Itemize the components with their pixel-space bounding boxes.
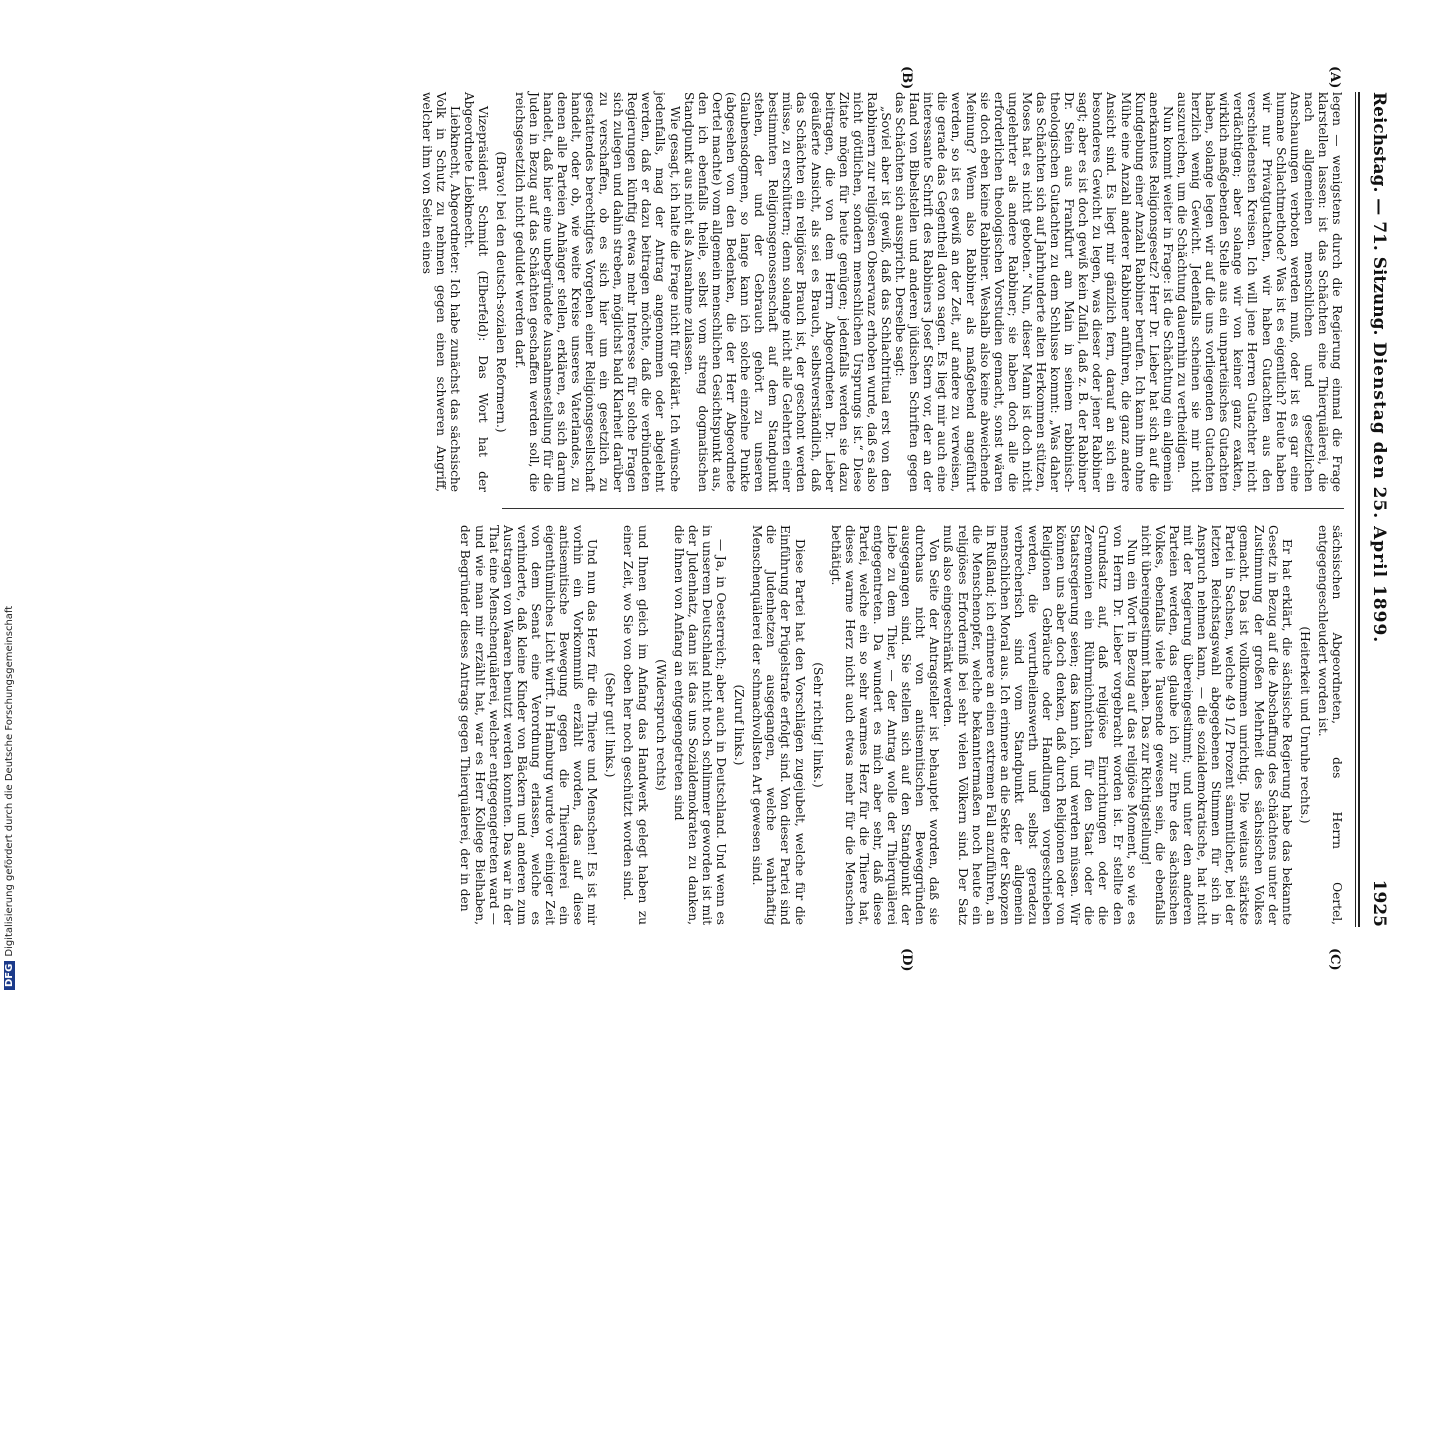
left-column (420, 92, 1344, 492)
running-header (1363, 92, 1389, 927)
interjection: (Bravo! bei den deutsch-sozialen Reformern.) (494, 151, 509, 433)
speaker-paragraph: Liebknecht, Abgeordneter: Ich habe zunächst das sächsische Volk in Schutz zu nehmen gegen einen schweren Angriff, welcher ihm von Seiten eines (420, 92, 463, 492)
dfg-logo: DFG (4, 961, 15, 990)
margin-marker-a: (A) (1327, 66, 1342, 89)
header-rule (1358, 92, 1360, 927)
margin-marker-d: (D) (899, 948, 914, 972)
interjection: (Heiterkeit und Unruhe rechts.) (1297, 626, 1312, 824)
paragraph: sächsischen Abgeordneten, des Herrn Oertel, entgegengeschleudert worden ist. (1315, 525, 1344, 925)
page-number: 1925 (1369, 879, 1389, 927)
right-column (458, 525, 1344, 925)
paragraph: Und nun das Herz für die Thiere und Menschen! Es ist mir vorhin ein Vorkommniß erzählt worden, das auf diese antisemitische Bewegung gegen die Thierquälerei ein eigenthümliches Licht wirft. In Hamburg wurde vor einiger Zeit von dem Senat eine Verordnung erlassen, welche es verhinderte, daß kleine Kinder von Bäckern und anderen zum Austragen von Waaren benutzt werden konnten. Das war in der That eine Menschenquälerei, welcher entgegengetreten ward — und wie man mir erzählt hat, war es Herr Kollege Bielhaben, der Begründer dieses Antrags gegen Thierquälerei, der in den (458, 525, 600, 925)
paragraph: legen — wenigstens durch die Regierung einmal die Frage klarstellen lassen: ist das Schächten eine Thierquälerei, die nach allgemeinen menschlichen und gesetzlichen Anschauungen verboten werden muß, oder ist es gar eine humane Schlachtmethode? Was ist es eigentlich? Heute haben wir nur Privatgutachten, wir haben Gutachten aus den verschiedensten Kreisen. Ich will jene Herren Gutachter nicht verdächtigen; aber solange wir von keiner ganz exakten, wirklich maßgebenden Stelle aus ein unparteiisches Gutachten haben, solange legen wir auf die uns vorliegenden Gutachten herzlich wenig Gewicht. Jedenfalls scheinen sie mir nicht auszureichen, um die Schächtung dauernhin zu vertheidigen. (1174, 92, 1344, 492)
paragraph: Nun kommt weiter in Frage: ist die Schächtung ein allgemein anerkanntes Religionsgesetz? Herr Dr. Lieber hat sich auf die Kundgebung einer Anzahl Rabbiner berufen. Ich kann ihm ohne Mühe eine Anzahl anderer Rabbiner anführen, die ganz andere Ansicht sind. Es liegt mir gänzlich fern, darauf an sich ein besonderes Gewicht zu legen, was dieser oder jener Rabbiner sagt; aber es ist doch gewiß kein Zufall, daß z. B. der Rabbiner Dr. Stein aus Frankfurt am Main in seinem rabbinisch-theologischen Gutachten zu dem Schlusse kommt: „Was daher das Schächten sich auf Jahrhunderte alten Herkommen stützen, Moses hat es nicht geboten.“ Nun, dieser Mann ist doch nicht ungelehrter als andere Rabbiner; sie haben doch alle die erforderlichen theologischen Vorstudien gemacht, sonst wären sie doch eben keine Rabbiner. Weshalb also keine abweichende Meinung? Wenn also Rabbiner als maßgebend angeführt werden, so ist es gewiß an der Zeit, auf andere zu verweisen, die gerade das Gegentheil davon sagen. Es liegt mir auch eine interessante Schrift des Rabbiners Josef Stern vor, der an der Hand von Bibelstellen und anderen jüdischen Schriften gegen das Schächten sich ausspricht. Derselbe sagt: (893, 92, 1175, 492)
margin-marker-b: (B) (899, 66, 914, 90)
paragraph: — Ja, in Oesterreich; aber auch in Deutschland. Und wenn es in unserem Deutschland nicht noch schlimmer geworden ist mit der Judenhatz, dann ist das uns Sozialdemokraten zu danken, die Ihnen von Anfang an entgegengetreten sind (671, 525, 729, 925)
interjection: (Zuruf links.) (732, 684, 747, 766)
funding-note: Digitalisierung gefördert durch die Deutsche Forschungsgemeinschaft (4, 605, 15, 957)
paragraph: Wie gesagt, ich halte die Frage nicht für geklärt. Ich wünsche jedenfalls, mag der Antrag angenommen oder abgelehnt werden, daß er dazu beitragen möchte, daß die verbündeten Regierungen künftig etwas mehr Interesse für solche Fragen sich zulegen und dahin streben, möglichst bald Klarheit darüber zu verschaffen, ob es sich hier um ein gesetzlich zu gestattendes berechtigtes Vorgehen einer Religionsgesellschaft handelt, oder ob, wie weite Kreise unseres Vaterlandes, zu denen alle Parteien Anhänger stellen, erklären, es sich darum handelt, daß hier eine unbegründete Ausnahmestellung für die Juden in Bezug auf das Schächten geschaffen werden soll, die reichsgesetzlich nicht geduldet werden darf. (512, 92, 682, 492)
interjection: (Sehr richtig! links.) (810, 662, 825, 788)
paragraph: Diese Partei hat den Vorschlägen zugejubelt, welche für die Einführung der Prügelstrafe erfolgt sind. Von dieser Partei sind die Judenhetzen ausgegangen, welche wahrhaftig Menschenquälerei der schmachvollsten Art gewesen sind. (750, 525, 807, 925)
header-rule-thin (1355, 92, 1356, 927)
interjection: (Widerspruch rechts) (653, 659, 668, 791)
paragraph: „Soviel aber ist gewiß, daß das Schlachtritual erst von den Rabbinern zur religiösen Observanz erhoben wurde, daß es also nicht göttlichen, sondern menschlichen Ursprungs ist.“ Diese Zitate mögen für heute genügen; jedenfalls werden sie dazu beitragen, die von dem Herrn Abgeordneten Dr. Lieber geäußerte Ansicht, als sei es Brauch, selbstverständlich, daß das Schächten ein religiöser Brauch ist, der geschont werden müsse, zu erschüttern; denn solange nicht alle Gelehrten einer bestimmten Religionsgenossenschaft auf dem Standpunkt stehen, der und der Gebrauch gehört zu unseren Glaubensdogmen, so lange kann ich solche einzelne Punkte (abgesehen von den Bedenken, die der Herr Abgeordnete Oertel machte) vom allgemein menschlichen Gesichtspunkt aus, den ich ebenfalls theile, selbst vom streng dogmatischen Standpunkt aus nicht als Ausnahme zulassen. (681, 92, 893, 492)
paragraph: Nun ein Wort in Bezug auf das religiöse Moment, so wie es von Herrn Dr. Lieber vorgebracht worden ist. Er stellte den Grundsatz auf, daß religiöse Einrichtungen oder die Zeremonien ein Rührmichnichtan für den Staat oder die Staatsregierung seien; das kann ich, und werden müssen. Wir können uns aber doch denken, daß durch Religionen oder von Religionen Gebräuche oder Handlungen vorgeschrieben werden, die verurtheilenswerth und selbst geradezu verbrecherisch sind vom Standpunkt der allgemein menschlichen Moral aus. Ich erinnere an die Sekte der Skopzen in Rußland; ich erinnere an einen extremen Fall anzuführen, an die Menschenopfer, welche bekanntermaßen noch heute ein religiöses Erforderniß bei sehr vielen Völkern sind. Der Satz muß also eingeschränkt werden. (941, 525, 1139, 925)
footer-strip (4, 0, 18, 1000)
session-title: Reichstag. — 71. Sitzung. (1369, 92, 1389, 336)
interjection: (Sehr gut! links.) (603, 672, 618, 778)
paragraph: Er hat erklärt, die sächsische Regierung habe das bekannte Gesetz in Bezug auf die Abschaffung des Schächtens unter der Zustimmung der großen Mehrheit des sächsischen Volkes gemacht. Das ist vollkommen unrichtig. Die weitaus stärkste Partei in Sachsen, welche 49 1/2 Prozent sämmtlicher, bei der letzten Reichstagswahl abgegebenen Stimmen für sich in Anspruch nehmen kann, — die sozialdemokratische, hat nicht mit der Regierung übereingestimmt; und unter den anderen Parteien werden, das glaube ich zur Ehre des sächsischen Volkes, ebenfalls viele Tausende gewesen sein, die ebenfalls nicht übereingestimmt haben. Das zur Richtigstellung! (1138, 525, 1294, 925)
paragraph: Von Seite der Antragsteller ist behauptet worden, daß sie durchaus nicht von antisemitischen Beweggründen ausgegangen sind. Sie stellen sich auf den Standpunkt der Liebe zu dem Thier, — der Antrag wolle der Thierquälerei entgegentreten. Da wundert es mich aber sehr, daß diese Partei, welche ein so sehr warmes Herz für die Thiere hat, dieses warme Herz nicht auch etwas mehr für die Menschen bethätigt. (828, 525, 942, 925)
column-divider (502, 508, 1344, 509)
paragraph: und Ihnen gleich im Anfang das Handwerk gelegt haben zu einer Zeit, wo Sie von oben her noch geschützt worden sind. (621, 525, 650, 925)
session-date: Dienstag den 25. April 1899. (1369, 342, 1389, 644)
margin-marker-c: (C) (1327, 948, 1342, 971)
speaker-announcement: Vizepräsident Schmidt (Elberfeld): Das Wort hat der Abgeordnete Liebknecht. (462, 92, 491, 492)
